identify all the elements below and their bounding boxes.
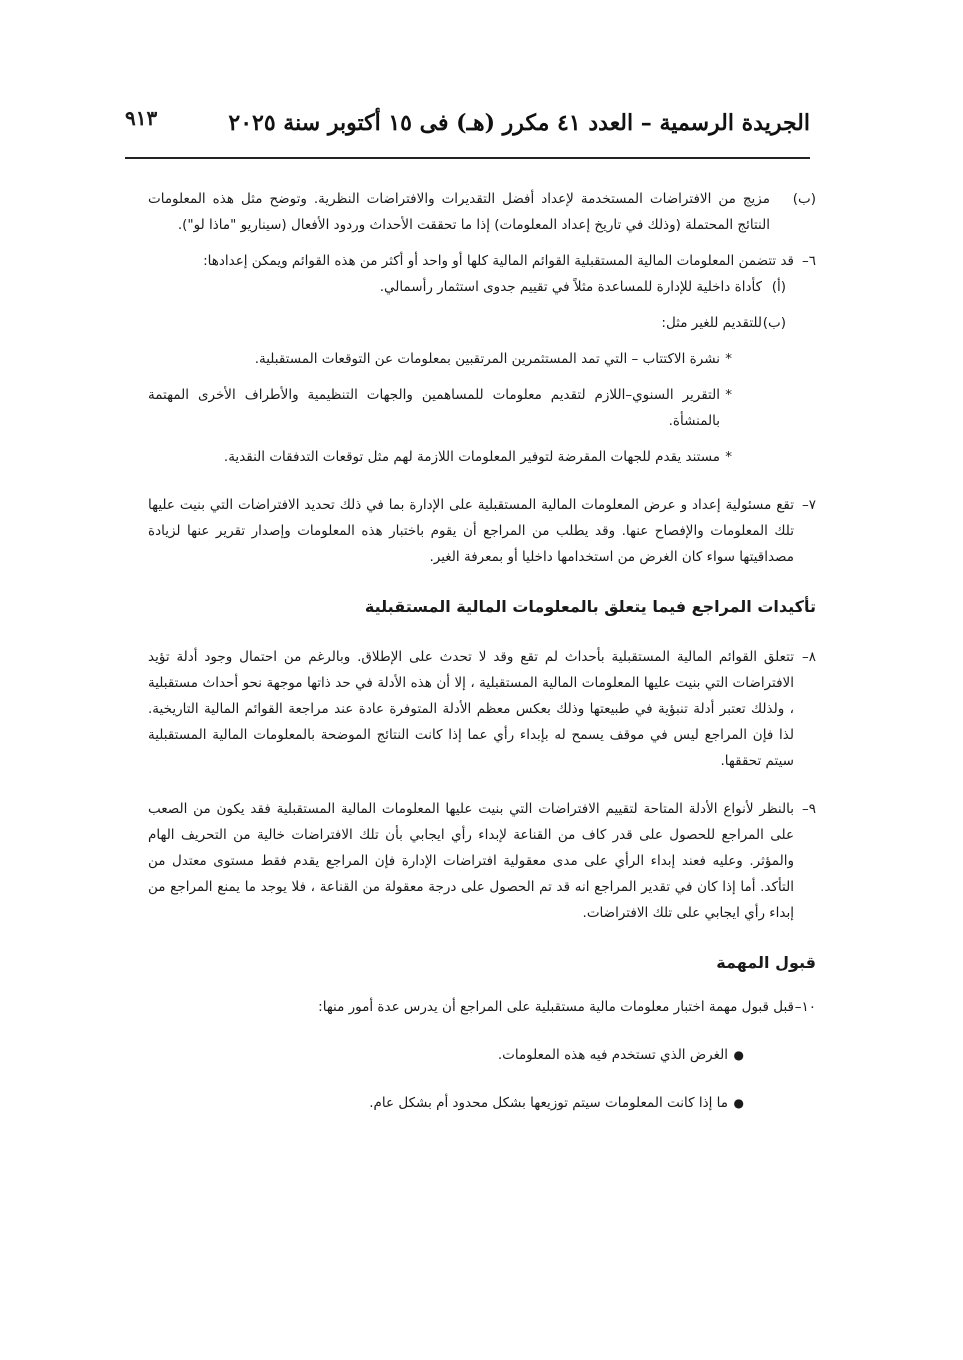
- paragraph-number: ٩–: [801, 801, 816, 817]
- sub-item-b: [148, 310, 816, 336]
- paragraph-text: تقع مسئولية إعداد و عرض المعلومات المالية المستقبلية على الإدارة بما في ذلك تحديد الافتراضات التي بنيت عليها تلك المعلومات والإفصاح عنها. وقد يطلب من المراجع أن يقوم باختبار هذه المعلومات وإصدار تقرير عنها لزيادة مصداقيتها سواء كان الغرض من استخدامها داخليا أو بمعرفة الغير.: [148, 497, 794, 565]
- bullet-item: [148, 1042, 816, 1068]
- paragraph-9: [148, 796, 816, 926]
- star-marker: *: [725, 387, 732, 403]
- star-item: [148, 346, 816, 372]
- bullet-item: [148, 1090, 816, 1116]
- paragraph-text: قد تتضمن المعلومات المالية المستقبلية القوائم المالية كلها أو واحد أو أكثر من هذه القوائم ويمكن إعدادها:: [203, 253, 794, 269]
- gazette-title: الجريدة الرسمية – العدد ٤١ مكرر (هـ) فى ١٥ أكتوبر سنة ٢٠٢٥: [228, 110, 810, 136]
- section-heading: قبول المهمة: [716, 953, 816, 972]
- paragraph-number: ٦–: [801, 253, 816, 269]
- paragraph-10: [148, 994, 816, 1020]
- star-text: التقرير السنوي–اللازم لتقديم معلومات للمساهمين والجهات التنظيمية والأطراف الأخرى المهتمة بالمنشأة.: [148, 387, 720, 429]
- paragraph-text: تتعلق القوائم المالية المستقبلية بأحداث لم تقع وقد لا تحدث على الإطلاق. وبالرغم من احتمال وجود أدلة تؤيد الافتراضات التي بنيت عليها المعلومات المالية المستقبلية ، إلا أن هذه الأدلة في حد ذاتها موجهة نحو أحداث مستقبلية ، ولذلك تعتبر أدلة تنبؤية في طبيعتها وذلك بعكس معظم الأدلة المتوفرة عادة عند مراجعة القوائم المالية التاريخية. لذا فإن المراجع ليس في موقف يسمح له بإبداء رأي عما إذا كانت النتائج الموضحة بالمعلومات المالية المستقبلية سيتم تحققها.: [148, 649, 794, 769]
- star-marker: *: [725, 351, 732, 367]
- document-body: [148, 186, 816, 1116]
- sub-item-marker: (أ): [771, 279, 786, 295]
- sub-item-text: كأداة داخلية للإدارة للمساعدة مثلاً في تقييم جدوى استثمار رأسمالي.: [379, 279, 762, 295]
- item-marker: (ب): [792, 191, 816, 207]
- paragraph-6: [148, 248, 816, 274]
- paragraph-7: [148, 492, 816, 570]
- bullet-marker: ●: [733, 1096, 744, 1110]
- bullet-marker: ●: [733, 1048, 744, 1062]
- star-item: [148, 382, 816, 434]
- paragraph-number: ١٠–: [794, 999, 816, 1015]
- item-text: مزيج من الافتراضات المستخدمة لإعداد أفضل التقديرات والافتراضات النظرية. وتوضح مثل هذه المعلومات النتائج المحتملة (وذلك في تاريخ إعداد المعلومات) إذا ما تحققت الأحداث وردود الأفعال (سيناريو "ماذا لو").: [148, 191, 770, 233]
- bullet-text: الغرض الذي تستخدم فيه هذه المعلومات.: [497, 1047, 728, 1063]
- header-divider: [125, 157, 810, 159]
- paragraph-text: بالنظر لأنواع الأدلة المتاحة لتقييم الافتراضات التي بنيت عليها المعلومات المالية المستقبلية فقد يكون من الصعب على المراجع للحصول على قدر كاف من القناعة لإبداء رأي ايجابي بأن تلك الافتراضات خالية من التحريف الهام والمؤثر. وعليه فعند إبداء الرأي على مدى معقولية افتراضات الإدارة فإن المراجع يقدم فقط مستوى معتدل من التأكد. أما إذا كان في تقدير المراجع انه قد تم الحصول على درجة معقولة من القناعة ، فلا يوجد ما يمنع المراجع من إبداء رأي ايجابي على تلك الافتراضات.: [148, 801, 794, 921]
- page-number: ٩١٣: [125, 106, 158, 130]
- star-text: نشرة الاكتتاب – التي تمد المستثمرين المرتقبين بمعلومات عن التوقعات المستقبلية.: [254, 351, 720, 367]
- star-item: [148, 444, 816, 470]
- bullet-text: ما إذا كانت المعلومات سيتم توزيعها بشكل محدود أم بشكل عام.: [369, 1095, 728, 1111]
- sub-item-text: للتقديم للغير مثل:: [661, 315, 762, 331]
- paragraph-8: [148, 644, 816, 774]
- section-heading: تأكيدات المراجع فيما يتعلق بالمعلومات المالية المستقبلية: [364, 597, 816, 616]
- sub-item-a: [148, 274, 816, 300]
- page-header: [125, 104, 810, 152]
- paragraph-number: ٨–: [801, 649, 816, 665]
- star-text: مستند يقدم للجهات المقرضة لتوفير المعلومات اللازمة لهم مثل توقعات التدفقات النقدية.: [223, 449, 720, 465]
- paragraph-number: ٧–: [801, 497, 816, 513]
- star-marker: *: [725, 449, 732, 465]
- paragraph-text: قبل قبول مهمة اختبار معلومات مالية مستقبلية على المراجع أن يدرس عدة أمور منها:: [318, 999, 794, 1015]
- sub-item-marker: (ب): [762, 315, 786, 331]
- item-b-paragraph: [148, 186, 816, 238]
